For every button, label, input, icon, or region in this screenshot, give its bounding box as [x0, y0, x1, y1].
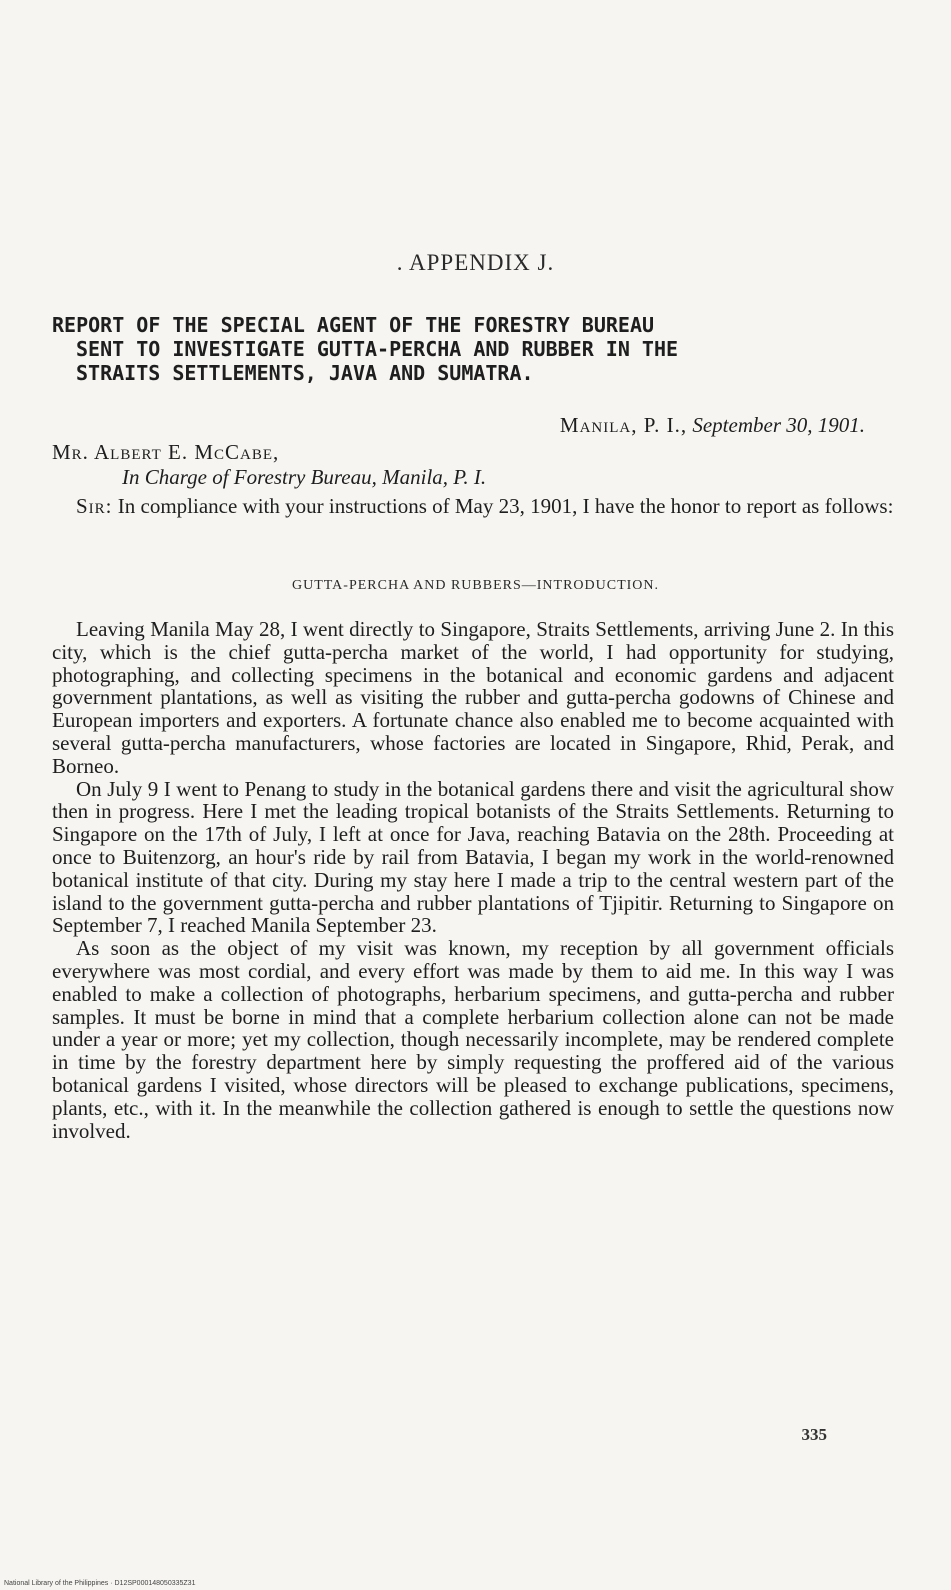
- dateline-date: September 30, 1901.: [692, 413, 865, 437]
- report-title-line: SENT TO INVESTIGATE GUTTA-PERCHA AND RUBBER IN THE: [76, 337, 679, 361]
- salutation: [52, 494, 894, 518]
- section-heading: GUTTA-PERCHA AND RUBBERS—INTRODUCTION.: [291, 578, 660, 593]
- footer-credit: National Library of the Philippines · D12SP000148050335Z31: [4, 1580, 196, 1587]
- report-title-line: STRAITS SETTLEMENTS, JAVA AND SUMATRA.: [76, 361, 534, 385]
- paragraph: As soon as the object of my visit was known, my reception by all government officials everywhere was most cordial, and every effort was made by them to aid me. In this way I was enabled to make a collection of photographs, herbarium specimens, and gutta-percha and rubber samples. It must be borne in mind that a complete herbarium collection alone can not be made under a year or more; yet my collection, though necessarily incomplete, may be rendered complete in time by the forestry department here by simply requesting the proffered aid of the various botanical gardens I visited, whose directors will be pleased to exchange publications, specimens, plants, etc., with it. In the meanwhile the collection gathered is enough to settle the questions now involved.: [52, 936, 894, 1143]
- dateline: [560, 413, 865, 438]
- salutation-text: In compliance with your instructions of May 23, 1901, I have the honor to report as follows:: [117, 494, 894, 518]
- addressee-name: Mr. Albert E. McCabe,: [52, 440, 280, 464]
- report-title-line: REPORT OF THE SPECIAL AGENT OF THE FORESTRY BUREAU: [52, 313, 655, 337]
- dateline-place: Manila, P. I.,: [559, 413, 688, 437]
- body-text: [52, 618, 894, 1142]
- salutation-sir: Sir:: [76, 494, 113, 518]
- report-title: [52, 313, 894, 385]
- addressee-title: In Charge of Forestry Bureau, Manila, P. I.: [122, 465, 487, 489]
- paragraph: Leaving Manila May 28, I went directly to Singapore, Straits Settlements, arriving June 2. In this city, which is the chief gutta-percha market of the world, I had opportunity for studying, photographing, and collecting specimens in the botanical and economic gardens and adjacent government plantations, as well as visiting the rubber and gutta-percha godowns of Chinese and European importers and exporters. A fortunate chance also enabled me to become acquainted with several gutta-percha manufacturers, whose factories are located in Singapore, Rhid, Perak, and Borneo.: [52, 617, 894, 778]
- paragraph: On July 9 I went to Penang to study in the botanical gardens there and visit the agricultural show then in progress. Here I met the leading tropical botanists of the Straits Settlements. Returning to Singapore on the 17th of July, I left at once for Java, reaching Batavia on the 28th. Proceeding at once to Buitenzorg, an hour's ride by rail from Batavia, I began my work in the world-renowned botanical institute of that city. During my stay here I made a trip to the central western part of the island to the government gutta-percha and rubber plantations of Tjipitir. Returning to Singapore on September 7, I reached Manila September 23.: [52, 776, 894, 938]
- appendix-heading: . APPENDIX J.: [396, 250, 555, 275]
- page-number: 335: [801, 1425, 827, 1444]
